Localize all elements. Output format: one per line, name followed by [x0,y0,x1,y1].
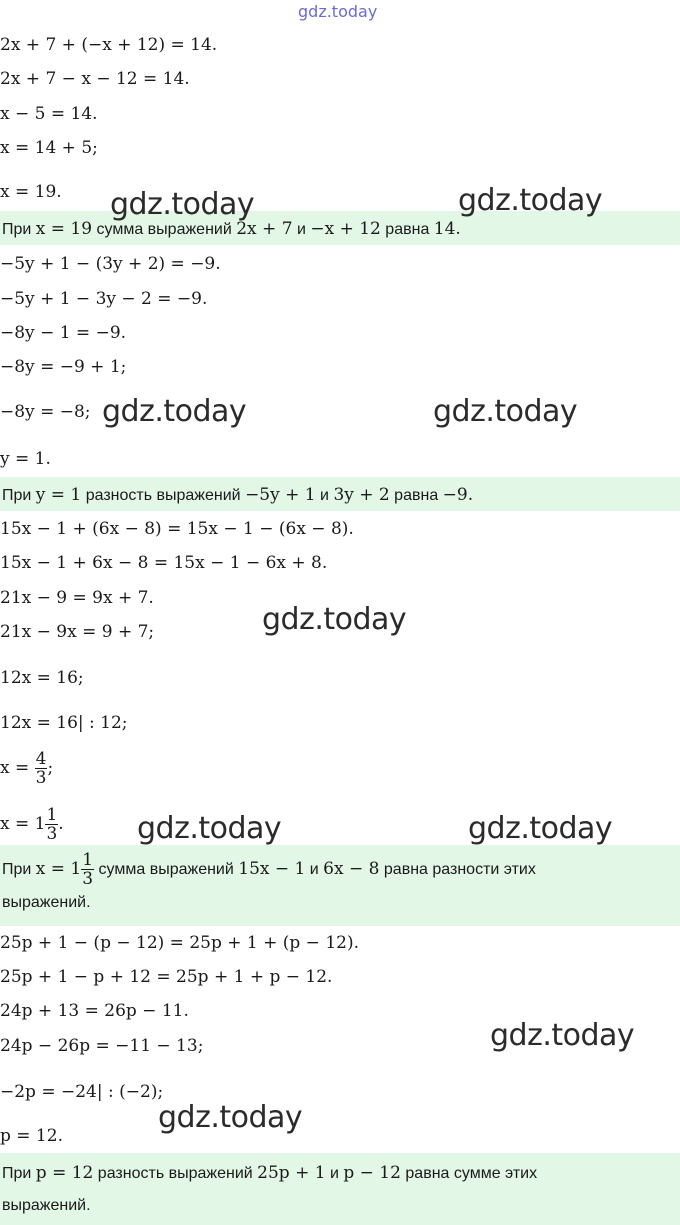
fraction: $\frac{1}{3}$ [82,850,94,890]
equation-line: 25p + 1 − (p − 12) = 25p + 1 + (p − 12). [0,933,359,953]
equation-line: x = 19. [0,182,62,202]
mixed-number-line: x = 1 $\frac{1}{3}$ . [0,805,64,844]
equation-line: −8y = −8; [0,402,91,422]
equation-line: 15x − 1 + 6x − 8 = 15x − 1 − 6x + 8. [0,553,328,573]
equation-line: 15x − 1 + (6x − 8) = 15x − 1 − (6x − 8). [0,519,354,539]
equation-line: 21x − 9 = 9x + 7. [0,588,154,608]
equation-line: p = 12. [0,1126,63,1146]
conclusion-text-line2: выражений. [2,1197,91,1214]
equation-line: x = 14 + 5; [0,138,98,158]
equation-line: −8y − 1 = −9. [0,323,127,343]
watermark: gdz.today [137,811,282,846]
conclusion-text: При x = 19 сумма выражений 2x + 7 и −x + 12 равна 14. [2,219,461,239]
equation-line: −8y = −9 + 1; [0,357,127,377]
fraction: $\frac{1}{3}$ [46,805,58,844]
equation-line: −2p = −24| : (−2); [0,1082,164,1102]
watermark: gdz.today [468,811,613,846]
conclusion-box [0,845,680,926]
conclusion-box [0,1153,680,1225]
conclusion-text: При x = 1 $\frac{1}{3}$ сумма выражений 15x − 1 и 6x − 8 равна разности этих [2,850,536,890]
equation-line: −5y + 1 − 3y − 2 = −9. [0,289,208,309]
equation-line: 24p − 26p = −11 − 13; [0,1036,204,1056]
watermark: gdz.today [490,1018,635,1053]
watermark: gdz.today [262,602,407,637]
watermark: gdz.today [158,1100,303,1135]
conclusion-text: При p = 12 разность выражений 25p + 1 и p − 12 равна сумме этих [2,1163,538,1183]
equation-line: 2x + 7 − x − 12 = 14. [0,69,190,89]
equation-line: −5y + 1 − (3y + 2) = −9. [0,254,221,274]
equation-line: x − 5 = 14. [0,104,98,124]
watermark: gdz.today [102,394,247,429]
fraction-line: x = $\frac{4}{3}$ ; [0,749,54,788]
equation-line: 25p + 1 − p + 12 = 25p + 1 + p − 12. [0,967,333,987]
equation-line: 2x + 7 + (−x + 12) = 14. [0,35,218,55]
watermark: gdz.today [110,187,255,222]
watermark: gdz.today [458,183,603,218]
equation-line: 24p + 13 = 26p − 11. [0,1001,189,1021]
fraction: $\frac{4}{3}$ [35,749,47,788]
equation-line: y = 1. [0,449,51,469]
equation-line: 12x = 16; [0,668,84,688]
conclusion-text-line2: выражений. [2,894,91,912]
conclusion-box [0,477,680,511]
equation-line: 21x − 9x = 9 + 7; [0,622,155,642]
equation-line: 12x = 16| : 12; [0,713,128,733]
conclusion-text: При y = 1 разность выражений −5y + 1 и 3y + 2 равна −9. [2,485,474,505]
top-watermark: gdz.today [298,2,378,21]
watermark: gdz.today [433,394,578,429]
